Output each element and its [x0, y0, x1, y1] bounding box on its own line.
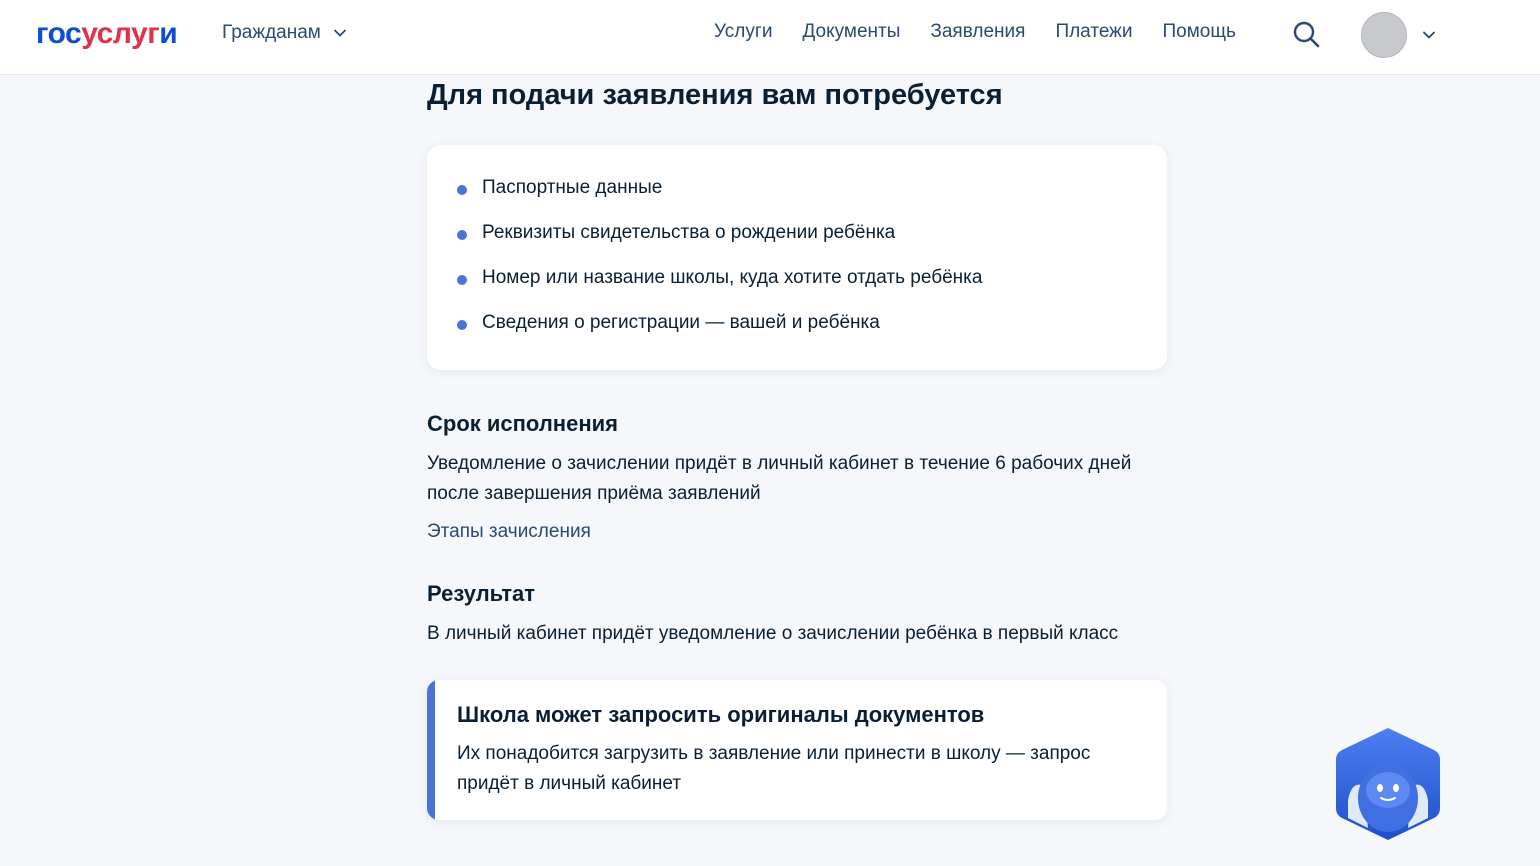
- result-title: Результат: [427, 581, 536, 606]
- bullet-icon: [457, 230, 467, 240]
- nav-documents[interactable]: Документы: [802, 21, 901, 42]
- notice-accent-bar: [427, 680, 435, 820]
- list-item: Реквизиты свидетельства о рождении ребёнка: [457, 220, 982, 246]
- nav-payments[interactable]: Платежи: [1055, 21, 1133, 42]
- bullet-icon: [457, 320, 467, 330]
- requirements-card: [427, 145, 1167, 370]
- notice-card: [427, 680, 1167, 820]
- bullet-icon: [457, 185, 467, 195]
- chevron-down-icon[interactable]: [1421, 27, 1437, 43]
- audience-dropdown[interactable]: [222, 22, 347, 44]
- audience-label: Гражданам: [222, 22, 321, 43]
- result-text: В личный кабинет придёт уведомление о зачислении ребёнка в первый класс: [427, 623, 1119, 644]
- notice-title: Школа может запросить оригиналы документов: [457, 702, 985, 727]
- nav-help[interactable]: Помощь: [1162, 21, 1236, 42]
- page-title: Для подачи заявления вам потребуется: [427, 79, 1003, 111]
- search-icon[interactable]: [1292, 20, 1320, 48]
- assistant-bot-icon[interactable]: [1334, 726, 1442, 842]
- chevron-down-icon: [333, 26, 347, 40]
- bullet-icon: [457, 275, 467, 285]
- list-item: Сведения о регистрации — вашей и ребёнка: [457, 310, 982, 336]
- list-item: Номер или название школы, куда хотите отдать ребёнка: [457, 265, 982, 291]
- deadline-title: Срок исполнения: [427, 411, 618, 436]
- list-item: Паспортные данные: [457, 175, 982, 201]
- requirements-list: [457, 175, 982, 355]
- main-nav: [714, 21, 1266, 43]
- deadline-text: Уведомление о зачислении придёт в личный кабинет в течение 6 рабочих дней после завершения приёма заявлений: [427, 453, 1132, 504]
- site-header: [0, 0, 1540, 75]
- notice-text: Их понадобится загрузить в заявление или принести в школу — запрос придёт в личный кабинет: [457, 743, 1091, 794]
- gosuslugi-logo[interactable]: госуслуги: [36, 17, 178, 50]
- nav-services[interactable]: Услуги: [714, 21, 773, 42]
- enrollment-stages-link[interactable]: Этапы зачисления: [427, 521, 591, 542]
- nav-applications[interactable]: Заявления: [930, 21, 1026, 42]
- avatar[interactable]: [1361, 12, 1407, 58]
